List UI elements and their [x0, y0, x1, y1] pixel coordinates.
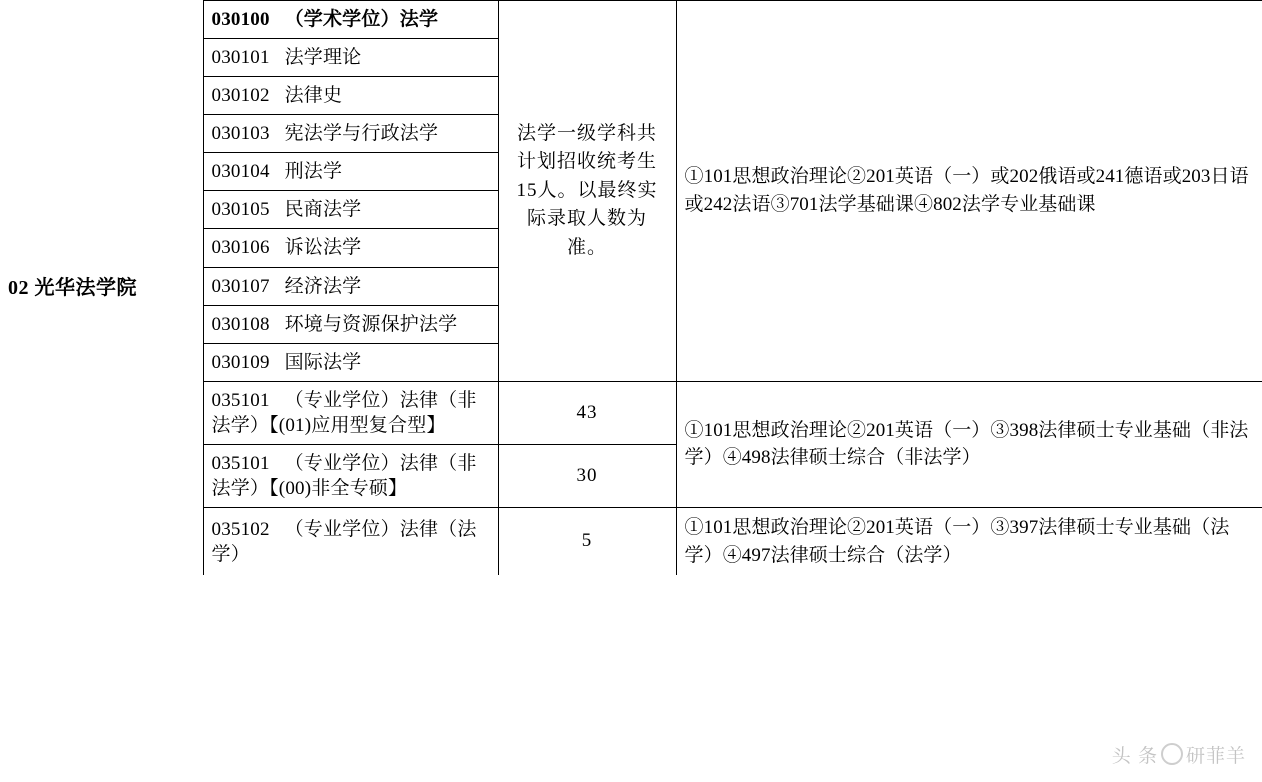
major-label: 民商法学 [284, 199, 362, 221]
major-code: 030102 [211, 85, 270, 107]
watermark [1112, 740, 1246, 768]
major-code: 030104 [211, 161, 270, 183]
major-label: （专业学位）法律（非法学）【(00)非全专硕】 [211, 452, 477, 500]
major-label: 法学理论 [284, 47, 362, 69]
quota-cell-035101-00: 30 [498, 444, 676, 507]
major-label: 宪法学与行政法学 [284, 123, 439, 145]
major-cell-030104 [203, 153, 498, 191]
major-cell-035101-00 [203, 444, 498, 507]
major-cell-030105 [203, 191, 498, 229]
quota-note-cell: 法学一级学科共计划招收统考生15人。以最终实际录取人数为准。 [498, 1, 676, 382]
major-cell-030101 [203, 39, 498, 77]
major-label: 环境与资源保护法学 [284, 313, 458, 335]
major-code: 030106 [211, 237, 270, 259]
major-code: 035101 [211, 389, 270, 411]
major-cell-035102 [203, 508, 498, 576]
major-cell-035101-01 [203, 381, 498, 444]
major-code: 030101 [211, 47, 270, 69]
quota-cell-035102: 5 [498, 508, 676, 576]
major-label: （专业学位）法律（非法学）【(01)应用型复合型】 [211, 389, 477, 436]
major-label: 经济法学 [284, 275, 362, 297]
major-label: （专业学位）法律（法学） [211, 518, 477, 565]
college-name-cell: 02 光华法学院 [0, 1, 203, 576]
major-label: 诉讼法学 [284, 237, 362, 259]
table-row [0, 1, 1262, 39]
at-icon [1161, 743, 1183, 765]
major-label: 刑法学 [284, 161, 343, 183]
major-code: 030109 [211, 351, 270, 373]
major-code: 035101 [211, 452, 270, 474]
major-cell-030106 [203, 229, 498, 267]
major-label: （学术学位）法学 [284, 9, 439, 30]
major-code: 030103 [211, 123, 270, 145]
major-code: 030107 [211, 275, 270, 297]
major-cell-030108 [203, 305, 498, 343]
major-label: 国际法学 [284, 351, 362, 373]
subjects-cell-035102: ①101思想政治理论②201英语（一）③397法律硕士专业基础（法学）④497法律硕士综合（法学） [676, 508, 1262, 576]
major-cell-030109 [203, 343, 498, 381]
major-code: 030100 [211, 9, 270, 30]
major-label: 法律史 [284, 85, 343, 107]
subjects-cell-academic: ①101思想政治理论②201英语（一）或202俄语或241德语或203日语或242法语③701法学基础课④802法学专业基础课 [676, 1, 1262, 382]
major-code: 035102 [211, 518, 270, 540]
watermark-left-text: 头 条 [1111, 746, 1158, 767]
major-code: 030105 [211, 199, 270, 221]
major-cell-030103 [203, 115, 498, 153]
major-code: 030108 [211, 313, 270, 335]
watermark-right-text: 研菲羊 [1185, 746, 1246, 767]
major-cell-030107 [203, 267, 498, 305]
major-cell-030102 [203, 77, 498, 115]
subjects-cell-035101: ①101思想政治理论②201英语（一）③398法律硕士专业基础（非法学）④498法律硕士综合（非法学） [676, 381, 1262, 507]
major-cell-030100 [203, 1, 498, 39]
quota-cell-035101-01: 43 [498, 381, 676, 444]
